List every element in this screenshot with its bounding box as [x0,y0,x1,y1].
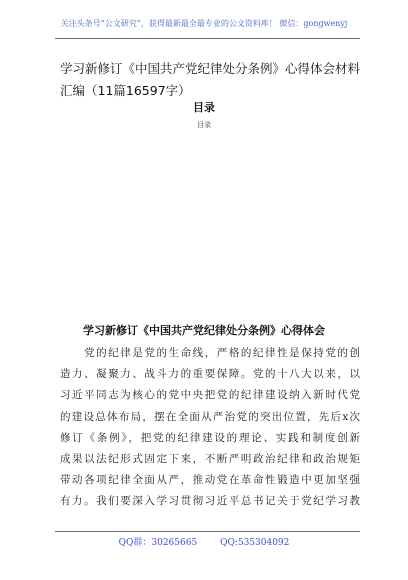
footer-qq-contact: QQ:535304092 [220,538,290,548]
section-title: 学习新修订《中国共产党纪律处分条例》心得体会 [83,324,325,337]
body-paragraph [60,343,360,513]
footer-divider [55,531,360,532]
body-line: 造力、凝聚力、战斗力的重要保障。党的十八大以来，以 [60,368,360,381]
body-line: 的建设总体布局，摆在全面从严治党的突出位置，先后x次 [60,410,360,423]
footer [0,535,408,548]
body-line: 修订《条例》，把党的纪律建设的理论、实践和制度创新 [60,431,360,444]
toc-heading: 目录 [193,101,215,114]
toc-subheading: 目录 [197,121,211,129]
header-divider [55,38,360,39]
body-line: 成果以法纪形式固定下来，不断严明政治纪律和政治规矩 [60,453,360,466]
footer-qq-group: QQ群：30265665 [118,538,198,548]
body-line: 有力。我们要深入学习贯彻习近平总书记关于党纪学习教 [60,495,360,508]
document-title: 学习新修订《中国共产党纪律处分条例》心得体会材料汇编（11篇16597字） [60,61,361,98]
body-line: 党的纪律是党的生命线，严格的纪律性是保持党的创 [60,347,360,359]
body-line: 习近平同志为核心的党中央把党的纪律建设纳入新时代党 [60,389,360,402]
body-line: 带动各项纪律全面从严，推动党在革命性锻造中更加坚强 [60,474,360,487]
header-banner: 关注头条号“公文研究”，获得最新最全最专业的公文资料库！ 微信：gongwenyj [60,19,348,28]
